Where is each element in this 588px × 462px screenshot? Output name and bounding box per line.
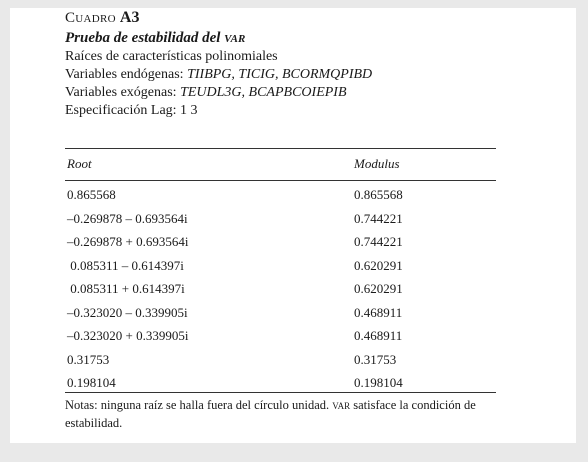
cell-root: –0.323020 + 0.339905i <box>67 328 189 343</box>
cell-modulus: 0.468911 <box>354 328 403 343</box>
cell-root: –0.269878 – 0.693564i <box>67 210 188 226</box>
exogenous-line <box>65 84 505 102</box>
notes-text-1: Notas: ninguna raíz se halla fuera del círculo unidad. <box>65 398 333 412</box>
table-body <box>65 183 496 395</box>
table-title-main: Prueba de estabilidad del <box>65 30 225 46</box>
table-label-prefix: Cuadro <box>65 10 116 26</box>
table-card <box>10 8 576 443</box>
table-title-var: var <box>224 30 246 46</box>
cell-root: 0.31753 <box>67 351 110 367</box>
roots-line: Raíces de características polinomiales <box>65 49 278 64</box>
endogenous-label: Variables endógenas: <box>65 67 188 82</box>
lag-spec-line: Especificación Lag: 1 3 <box>65 103 198 118</box>
header-rule <box>65 180 496 181</box>
endogenous-line <box>65 66 505 84</box>
notes-var: var <box>332 398 351 412</box>
cell-root: 0.085311 + 0.614397i <box>67 281 185 296</box>
table-header <box>65 8 505 120</box>
bottom-rule <box>65 392 496 393</box>
table-row <box>65 324 496 348</box>
cell-root: –0.269878 + 0.693564i <box>67 234 189 249</box>
top-rule <box>65 148 496 149</box>
cell-modulus: 0.198104 <box>354 375 403 390</box>
table-row <box>65 230 496 254</box>
cell-modulus: 0.620291 <box>354 257 403 273</box>
cell-modulus: 0.468911 <box>354 304 403 320</box>
cell-root: –0.323020 – 0.339905i <box>67 304 188 320</box>
table-row <box>65 183 496 207</box>
table-label <box>65 8 505 28</box>
table-title <box>65 28 505 48</box>
table-row <box>65 254 496 278</box>
cell-modulus: 0.620291 <box>354 281 403 296</box>
table-label-number: A3 <box>119 9 140 26</box>
notes-text-2: satisface la condición de estabilidad. <box>65 398 476 430</box>
column-header-root: Root <box>67 156 92 171</box>
cell-root: 0.865568 <box>67 187 116 202</box>
table-notes <box>65 396 505 432</box>
table-row <box>65 348 496 372</box>
cell-root: 0.085311 – 0.614397i <box>67 257 184 273</box>
cell-modulus: 0.31753 <box>354 351 397 367</box>
column-header-modulus: Modulus <box>354 156 400 171</box>
table-row <box>65 371 496 395</box>
exogenous-label: Variables exógenas: <box>65 85 181 100</box>
cell-modulus: 0.865568 <box>354 187 403 202</box>
table-row <box>65 277 496 301</box>
table-row <box>65 207 496 231</box>
cell-modulus: 0.744221 <box>354 210 403 226</box>
exogenous-value: TEUDL3G, BCAPBCOIEPIB <box>180 85 347 100</box>
table-row <box>65 301 496 325</box>
cell-root: 0.198104 <box>67 375 116 390</box>
endogenous-value: TIIBPG, TICIG, BCORMQPIBD <box>187 67 373 82</box>
cell-modulus: 0.744221 <box>354 234 403 249</box>
